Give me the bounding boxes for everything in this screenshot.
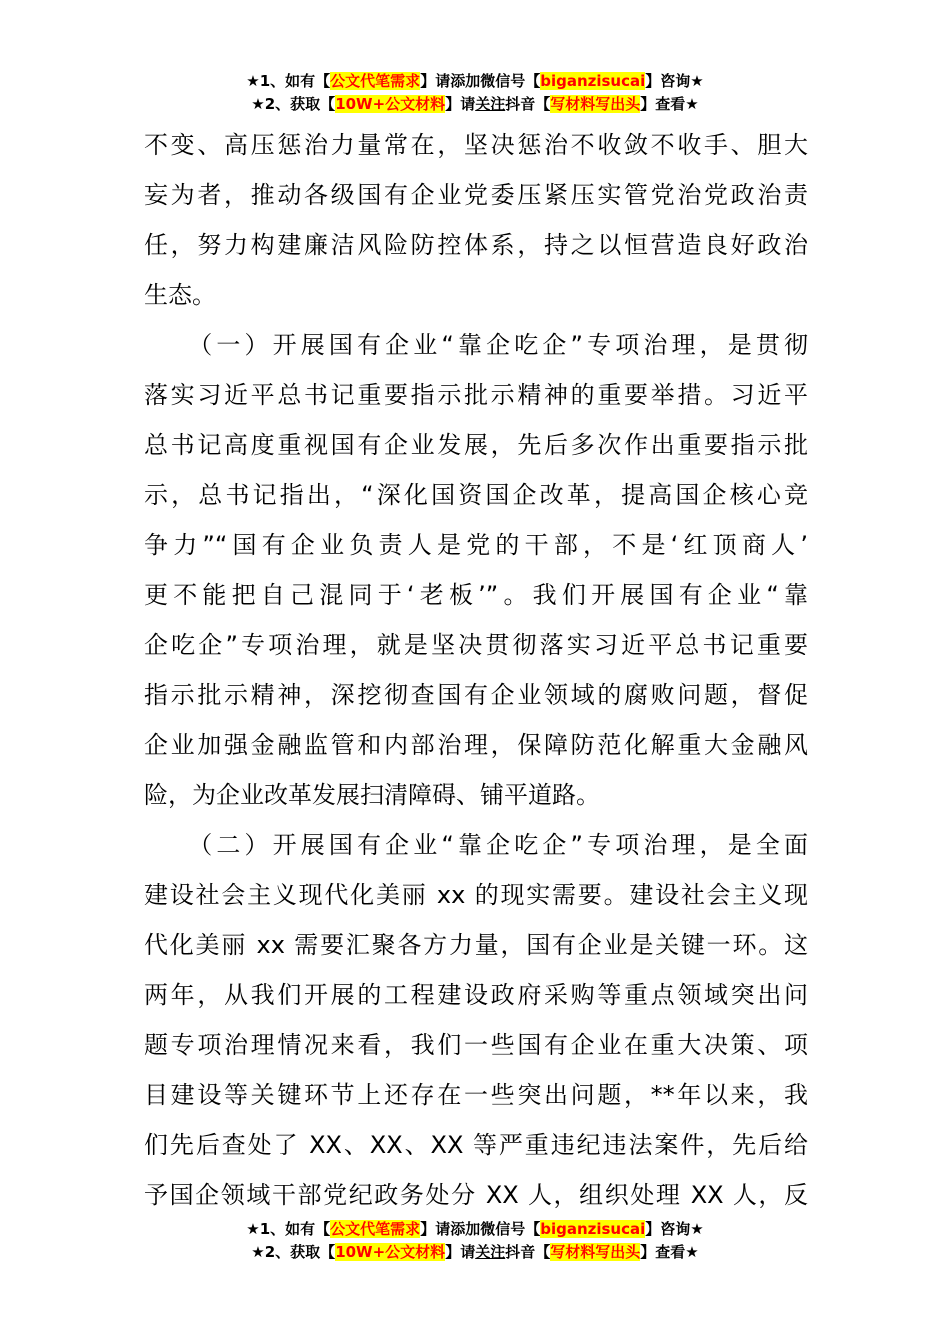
- body-line: 任，努力构建廉洁风险防控体系，持之以恒营造良好政治: [144, 231, 808, 259]
- body-line: 生态。: [144, 281, 216, 309]
- top-banner-line-1: [0, 70, 950, 92]
- body-line: 不变、高压惩治力量常在，坚决惩治不收敛不收手、胆大: [144, 131, 808, 159]
- banner-text: 】查看★: [640, 1243, 699, 1261]
- body-line: 更不能把自己混同于‘老板’”。我们开展国有企业“靠: [144, 581, 808, 609]
- body-line: 争力”“国有企业负责人是党的干部，不是‘红顶商人’: [144, 531, 808, 559]
- banner-text: ★1、如有【: [246, 1220, 331, 1238]
- body-line: （二）开展国有企业“靠企吃企”专项治理，是全面: [144, 831, 808, 859]
- banner-text: 】请添加微信号【: [420, 72, 541, 90]
- body-line: 落实习近平总书记重要指示批示精神的重要举措。习近平: [144, 381, 808, 409]
- banner-highlight-douyin-account: 写材料写出头: [550, 95, 641, 113]
- bottom-banner-line-1: [0, 1218, 950, 1240]
- banner-text: 抖音【: [505, 1243, 551, 1261]
- body-line: 企吃企”专项治理，就是坚决贯彻落实习近平总书记重要: [144, 631, 808, 659]
- banner-text: 抖音【: [505, 95, 551, 113]
- banner-highlight-douyin-account: 写材料写出头: [550, 1243, 641, 1261]
- body-line: 目建设等关键环节上还存在一些突出问题，**年以来，我: [144, 1081, 808, 1109]
- body-line: 指示批示精神，深挖彻查国有企业领域的腐败问题，督促: [144, 681, 808, 709]
- banner-text: 】请: [445, 1243, 476, 1261]
- body-line: 代化美丽 xx 需要汇聚各方力量，国有企业是关键一环。这: [144, 931, 808, 959]
- body-line: 示，总书记指出，“深化国资国企改革，提高国企核心竞: [144, 481, 808, 509]
- banner-text: 】咨询★: [645, 1220, 704, 1238]
- banner-highlight-materials: 10W+公文材料: [335, 95, 446, 113]
- banner-text: ★2、获取【: [251, 1243, 336, 1261]
- banner-highlight-materials: 10W+公文材料: [335, 1243, 446, 1261]
- body-line: 予国企领域干部党纪政务处分 XX 人，组织处理 XX 人，反: [144, 1181, 808, 1209]
- banner-highlight-service: 公文代笔需求: [330, 1220, 421, 1238]
- banner-text: ★2、获取【: [251, 95, 336, 113]
- banner-highlight-wechat-id: biganzisucai: [540, 1220, 646, 1238]
- body-line: 题专项治理情况来看，我们一些国有企业在重大决策、项: [144, 1031, 808, 1059]
- top-banner-line-2: [0, 93, 950, 115]
- banner-text: 】请: [445, 95, 476, 113]
- body-line: 企业加强金融监管和内部治理，保障防范化解重大金融风: [144, 731, 808, 759]
- body-line: 险，为企业改革发展扫清障碍、铺平道路。: [144, 781, 600, 809]
- banner-text: 】请添加微信号【: [420, 1220, 541, 1238]
- banner-text: 】咨询★: [645, 72, 704, 90]
- body-line: （一）开展国有企业“靠企吃企”专项治理，是贯彻: [144, 331, 808, 359]
- bottom-banner-line-2: [0, 1241, 950, 1263]
- banner-highlight-service: 公文代笔需求: [330, 72, 421, 90]
- banner-text: ★1、如有【: [246, 72, 331, 90]
- banner-text: 】查看★: [640, 95, 699, 113]
- banner-follow-text: 关注: [475, 1243, 506, 1261]
- banner-follow-text: 关注: [475, 95, 506, 113]
- body-line: 总书记高度重视国有企业发展，先后多次作出重要指示批: [144, 431, 808, 459]
- body-line: 两年，从我们开展的工程建设政府采购等重点领域突出问: [144, 981, 808, 1009]
- document-body: [144, 120, 808, 1220]
- banner-highlight-wechat-id: biganzisucai: [540, 72, 646, 90]
- body-line: 们先后查处了 XX、XX、XX 等严重违纪违法案件，先后给: [144, 1131, 808, 1159]
- body-line: 妄为者，推动各级国有企业党委压紧压实管党治党政治责: [144, 181, 808, 209]
- body-line: 建设社会主义现代化美丽 xx 的现实需要。建设社会主义现: [144, 881, 808, 909]
